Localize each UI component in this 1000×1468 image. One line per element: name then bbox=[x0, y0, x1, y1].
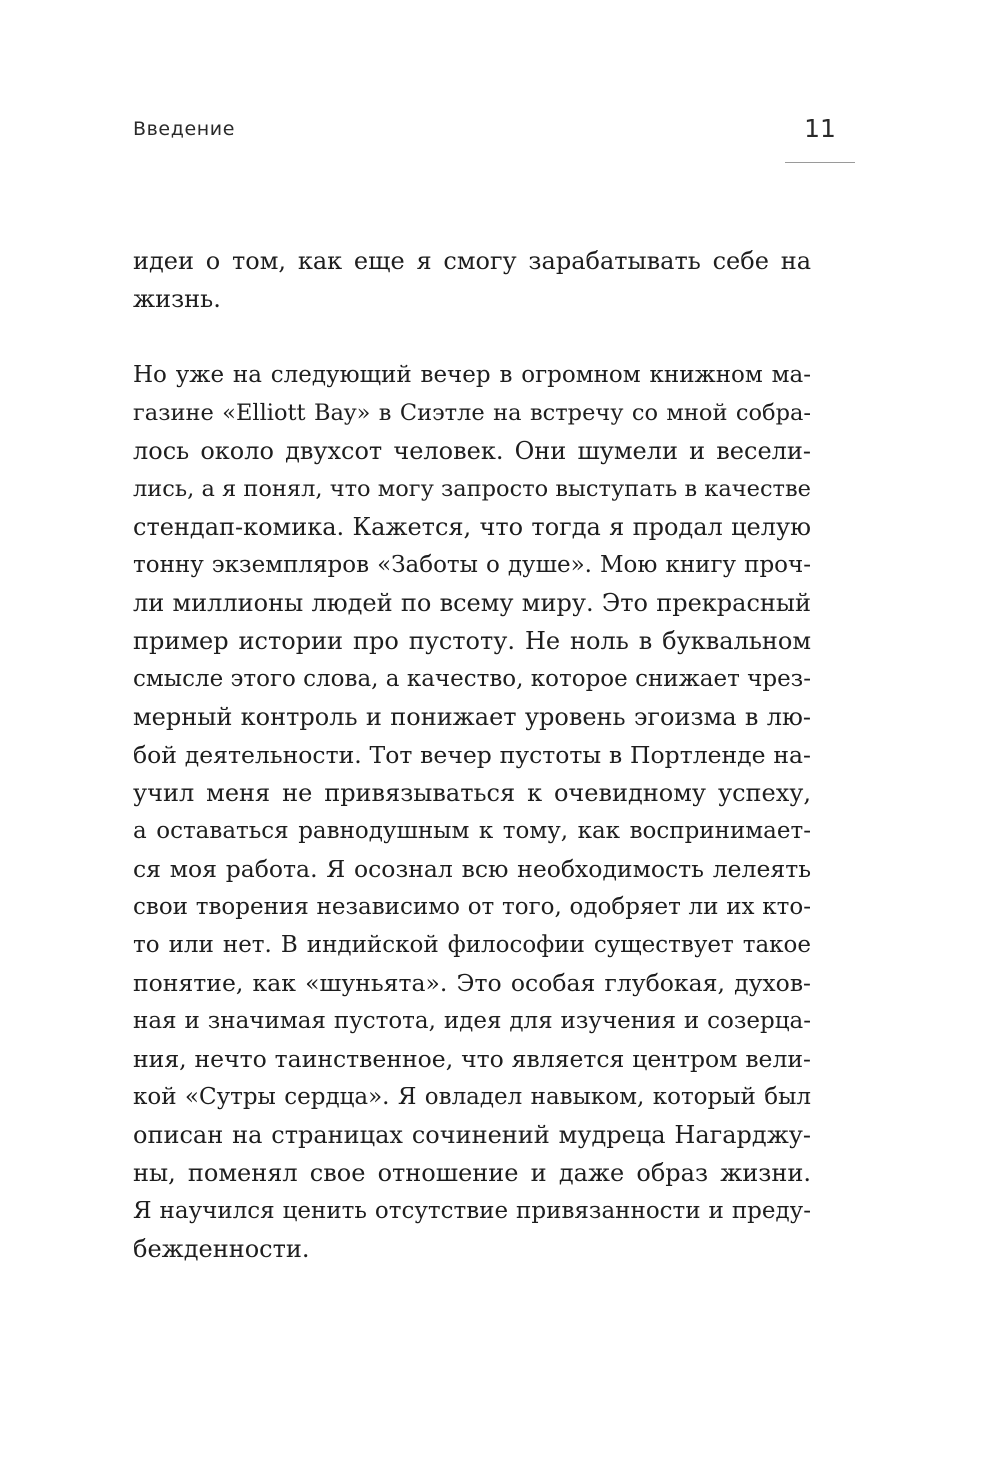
page-number-rule bbox=[785, 162, 855, 163]
text-line: ли миллионы людей по всему миру. Это прекрасный bbox=[133, 589, 811, 617]
text-line: смысле этого слова, а качество, которое снижает чрез- bbox=[133, 666, 811, 692]
text-line: ния, нечто таинственное, что является центром вели- bbox=[133, 1045, 811, 1073]
text-line: пример истории про пустоту. Не ноль в буквальном bbox=[133, 627, 811, 655]
text-line: то или нет. В индийской философии существует такое bbox=[133, 932, 811, 958]
running-head: Введение bbox=[133, 118, 236, 140]
text-line: мерный контроль и понижает уровень эгоизма в лю- bbox=[133, 703, 811, 731]
text-line: газине «Elliott Bay» в Сиэтле на встречу со мной собра- bbox=[133, 400, 811, 426]
text-line: ны, поменял свое отношение и даже образ жизни. bbox=[133, 1159, 811, 1187]
text-line: ся моя работа. Я осознал всю необходимость лелеять bbox=[133, 855, 811, 883]
text-line: кой «Сутры сердца». Я овладел навыком, который был bbox=[133, 1084, 811, 1110]
text-line: идеи о том, как еще я смогу зарабатывать себе на bbox=[133, 247, 811, 275]
text-line: учил меня не привязываться к очевидному успеху, bbox=[133, 779, 811, 807]
text-line: стендап-комика. Кажется, что тогда я продал целую bbox=[133, 513, 811, 541]
text-line: тонну экземпляров «Заботы о душе». Мою книгу проч- bbox=[133, 552, 811, 578]
text-line: бежденности. bbox=[133, 1235, 310, 1263]
text-line: описан на страницах сочинений мудреца Нагарджу- bbox=[133, 1121, 811, 1149]
page-number: 11 bbox=[804, 114, 836, 143]
text-line: жизнь. bbox=[133, 285, 221, 313]
text-line: свои творения независимо от того, одобряет ли их кто- bbox=[133, 894, 811, 920]
text-line: Но уже на следующий вечер в огромном книжном ма- bbox=[133, 362, 811, 388]
text-line: ная и значимая пустота, идея для изучения и созерца- bbox=[133, 1008, 811, 1034]
text-line: бой деятельности. Тот вечер пустоты в Портленде на- bbox=[133, 741, 811, 769]
text-line: а оставаться равнодушным к тому, как воспринимает- bbox=[133, 818, 811, 844]
paragraph-1 bbox=[133, 242, 811, 318]
text-line: лись, а я понял, что могу запросто выступать в качестве bbox=[133, 476, 811, 502]
text-line: лось около двухсот человек. Они шумели и весели- bbox=[133, 437, 811, 465]
paragraph-2 bbox=[133, 356, 811, 1268]
text-line: Я научился ценить отсутствие привязанности и преду- bbox=[133, 1198, 811, 1224]
text-line: понятие, как «шуньята». Это особая глубокая, духов- bbox=[133, 969, 811, 997]
